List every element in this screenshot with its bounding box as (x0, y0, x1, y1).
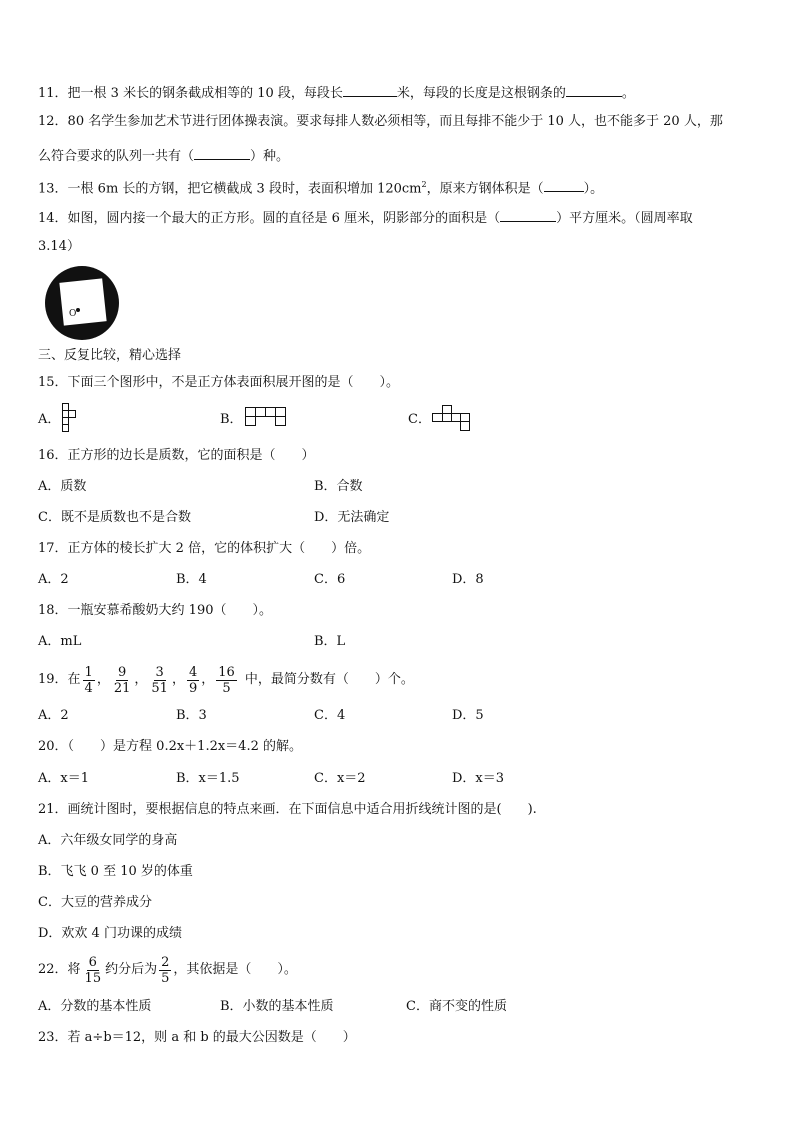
question-14-line1 (38, 207, 693, 228)
q14-circle-square-figure (40, 266, 124, 340)
q19-separator: ， (201, 672, 215, 687)
q13-blank[interactable] (544, 177, 584, 192)
question-12-line2 (38, 145, 289, 166)
q22-option-c[interactable]: C．商不变的性质 (406, 999, 507, 1014)
q14-text-post: ）平方厘米。（圆周率取 (556, 211, 693, 226)
question-12-line1: 12．80 名学生参加艺术节进行团体操表演。要求每排人数必须相等，而且每排不能少于 10 人，也不能多于 20 人，那 (38, 114, 723, 129)
q11-text-pre: 11．把一根 3 米长的钢条截成相等的 10 段，每段长 (38, 86, 343, 101)
q17-option-a[interactable]: A．2 (38, 572, 69, 587)
q13-text-post: ）。 (583, 181, 604, 197)
question-18: 18．一瓶安慕希酸奶大约 190（ ）。 (38, 603, 272, 618)
q22-text-mid: 约分后为 (105, 962, 158, 977)
q19-fraction-1: $\frac{1}{4}$ (84, 664, 93, 696)
question-11 (38, 82, 635, 103)
center-dot (76, 308, 80, 312)
q11-blank-2[interactable] (566, 82, 622, 97)
q15-option-c-label[interactable]: C． (408, 412, 431, 427)
q16-option-b[interactable]: B．合数 (314, 479, 363, 494)
center-label: O (69, 309, 77, 319)
q20-option-a[interactable]: A．x＝1 (38, 771, 89, 786)
q21-option-a[interactable]: A．六年级女同学的身高 (38, 833, 178, 848)
q20-option-d[interactable]: D．x＝3 (452, 771, 505, 786)
q17-option-b[interactable]: B．4 (176, 572, 207, 587)
question-22 (38, 950, 297, 990)
q19-separator: ， (171, 672, 185, 687)
inscribed-square (59, 278, 107, 326)
q19-separator: ， (96, 672, 110, 687)
q17-option-c[interactable]: C．6 (314, 572, 346, 587)
q13-superscript: 2 (421, 180, 427, 189)
q15-option-a-label[interactable]: A． (38, 412, 61, 427)
question-19 (38, 660, 414, 700)
q16-option-a[interactable]: A．质数 (38, 479, 87, 494)
question-15: 15．下面三个图形中，不是正方体表面积展开图的是（ ）。 (38, 375, 400, 390)
question-20: 20．（ ）是方程 0.2x＋1.2x＝4.2 的解。 (38, 739, 302, 754)
q22-fraction-1: $\frac{6}{15}$ (84, 954, 102, 986)
q19-option-d[interactable]: D．5 (452, 708, 484, 723)
question-17: 17．正方体的棱长扩大 2 倍，它的体积扩大（ ）倍。 (38, 541, 371, 556)
q20-option-c[interactable]: C．x＝2 (314, 771, 366, 786)
q20-option-b[interactable]: B．x＝1.5 (176, 771, 240, 786)
question-14-line2: 3.14） (38, 239, 80, 254)
question-21: 21．画统计图时，要根据信息的特点来画．在下面信息中适合用折线统计图的是( ). (38, 802, 537, 817)
q22-text-pre: 22．将 (38, 962, 81, 977)
q13-text-mid: ，原来方钢体积是（ (426, 181, 544, 197)
q17-option-d[interactable]: D．8 (452, 572, 484, 587)
q19-fraction-5: $\frac{16}{5}$ (218, 664, 235, 696)
q12-text-pre: 么符合要求的队列一共有（ (38, 149, 195, 164)
q19-fraction-3: $\frac{3}{51}$ (151, 664, 168, 696)
q22-option-b[interactable]: B．小数的基本性质 (220, 999, 334, 1014)
q15-option-c-net[interactable] (431, 404, 473, 434)
q15-option-b-label[interactable]: B． (220, 412, 243, 427)
q18-option-b[interactable]: B．L (314, 634, 346, 649)
q22-option-a[interactable]: A．分数的基本性质 (38, 999, 152, 1014)
q19-option-c[interactable]: C．4 (314, 708, 346, 723)
q19-fraction-4: $\frac{4}{9}$ (188, 664, 198, 696)
question-13 (38, 176, 603, 198)
q22-fraction-2: $\frac{2}{5}$ (161, 954, 170, 986)
q11-text-mid: 米，每段的长度是这根钢条的 (396, 86, 566, 101)
q15-option-a-net[interactable] (61, 402, 77, 434)
q19-separator: ， (134, 672, 148, 687)
q14-text-pre: 14．如图，圆内接一个最大的正方形。圆的直径是 6 厘米，阴影部分的面积是（ (38, 211, 501, 226)
q19-option-a[interactable]: A．2 (38, 708, 69, 723)
q21-option-c[interactable]: C．大豆的营养成分 (38, 895, 152, 910)
q11-blank-1[interactable] (343, 82, 397, 97)
q11-text-post: 。 (621, 86, 635, 101)
q19-text-pre: 19．在 (38, 672, 81, 687)
q21-option-d[interactable]: D．欢欢 4 门功课的成绩 (38, 926, 182, 941)
q22-text-post: ，其依据是（ ）。 (173, 962, 297, 977)
question-16: 16．正方形的边长是质数，它的面积是（ ） (38, 448, 315, 463)
q19-option-b[interactable]: B．3 (176, 708, 207, 723)
q14-blank[interactable] (500, 207, 556, 222)
section-3-heading: 三、反复比较，精心选择 (38, 348, 182, 363)
q16-option-c[interactable]: C．既不是质数也不是合数 (38, 510, 191, 525)
q21-option-b[interactable]: B．飞飞 0 至 10 岁的体重 (38, 864, 193, 879)
q19-fraction-2: $\frac{9}{21}$ (113, 664, 131, 696)
q16-option-d[interactable]: D．无法确定 (314, 510, 390, 525)
q13-text-pre: 13．一根 6m 长的方钢，把它横截成 3 段时，表面积增加 120cm (38, 181, 422, 197)
question-23: 23．若 a÷b＝12，则 a 和 b 的最大公因数是（ ） (38, 1030, 356, 1045)
q15-option-b-net[interactable] (244, 406, 288, 428)
q18-option-a[interactable]: A．mL (38, 634, 82, 649)
q19-text-post: 中，最简分数有（ ）个。 (244, 672, 414, 687)
q12-text-post: ）种。 (250, 149, 290, 164)
q12-blank[interactable] (194, 145, 250, 160)
